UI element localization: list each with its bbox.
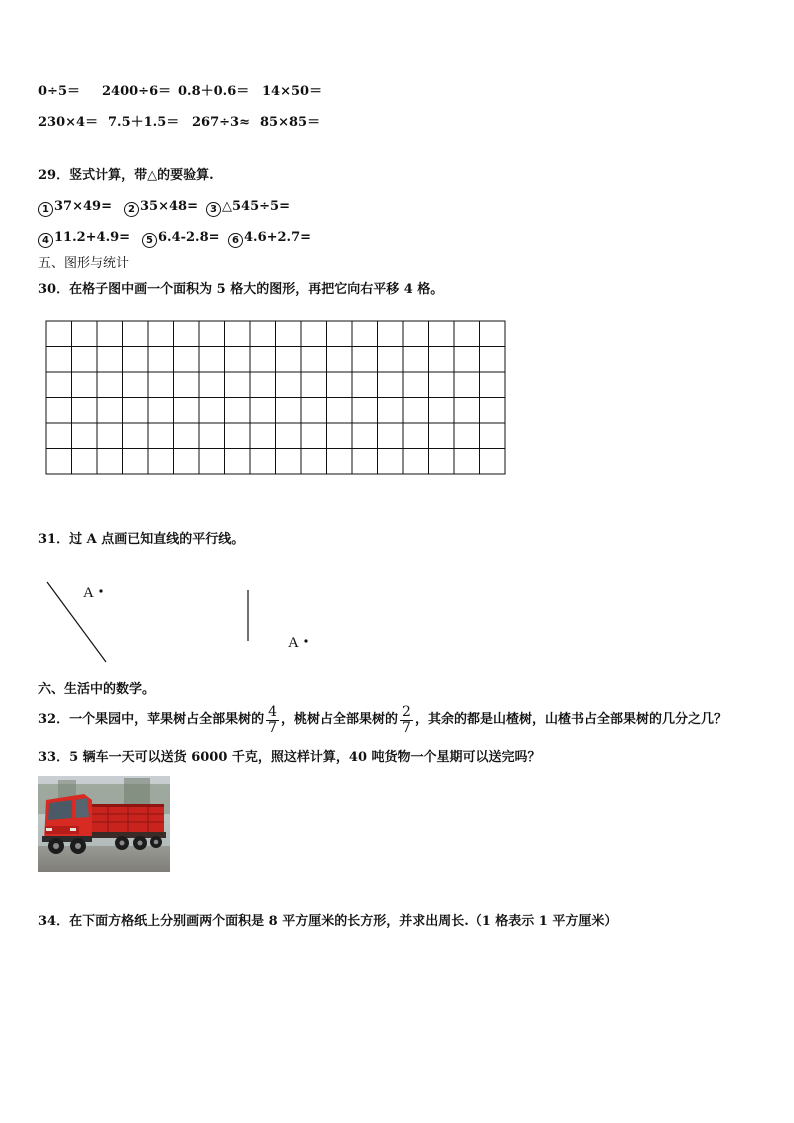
grid-cell[interactable] [46,423,72,449]
point-a-dot-right [304,639,307,642]
grid-cell[interactable] [327,398,353,424]
grid-cell[interactable] [199,372,225,398]
grid-cell[interactable] [199,347,225,373]
grid-cell[interactable] [429,449,455,475]
grid-cell[interactable] [123,321,149,347]
q29-expr: △545÷5= [222,199,290,214]
grid-cell[interactable] [352,423,378,449]
grid-cell[interactable] [123,372,149,398]
grid-cell[interactable] [46,347,72,373]
q29-expr: 11.2+4.9= [54,230,131,245]
fraction-peach [400,705,413,736]
grid-cell[interactable] [352,321,378,347]
grid-cell[interactable] [225,449,251,475]
grid-cell[interactable] [199,449,225,475]
grid-cell[interactable] [250,372,276,398]
q31-title: 31．过 A 点画已知直线的平行线。 [38,532,245,547]
grid-cell[interactable] [174,398,200,424]
grid-cell[interactable] [250,347,276,373]
grid-cell[interactable] [97,423,123,449]
grid-cell[interactable] [225,321,251,347]
grid-cell[interactable] [352,398,378,424]
point-a-label-right: A [288,635,299,651]
grid-cell[interactable] [174,423,200,449]
grid-cell[interactable] [454,449,480,475]
circled-number: 5 [142,233,157,248]
grid-cell[interactable] [403,347,429,373]
grid-cell[interactable] [454,372,480,398]
oral-calc-item: 14×50＝ [262,84,323,99]
grid-cell[interactable] [454,347,480,373]
grid-cell[interactable] [480,347,506,373]
grid-cell[interactable] [72,423,98,449]
fraction-numerator: 4 [268,703,278,720]
grid-cell[interactable] [454,423,480,449]
grid-cell[interactable] [174,449,200,475]
fraction-numerator: 2 [402,703,411,720]
grid-cell[interactable] [97,321,123,347]
grid-cell[interactable] [429,372,455,398]
grid-cell[interactable] [480,423,506,449]
q32-part-3: ，其余的都是山楂树，山楂书占全部果树的几分之几？ [414,712,727,727]
parallel-line-figure[interactable] [40,575,340,670]
grid-cell[interactable] [480,398,506,424]
grid-cell[interactable] [327,372,353,398]
q29-item [38,199,112,217]
square-grid[interactable] [45,320,507,476]
grid-cell[interactable] [276,398,302,424]
grid-cell[interactable] [378,321,404,347]
grid-cell[interactable] [97,372,123,398]
grid-cell[interactable] [429,423,455,449]
grid-cell[interactable] [403,372,429,398]
fraction-denominator: 7 [402,719,411,736]
grid-cell[interactable] [46,321,72,347]
grid-cell[interactable] [276,449,302,475]
grid-cell[interactable] [301,449,327,475]
grid-cell[interactable] [301,423,327,449]
circled-number: 1 [38,202,53,217]
q29-expr: 37×49= [54,199,112,214]
grid-cell[interactable] [250,423,276,449]
q32-part-2: ，桃树占全部果树的 [281,712,399,727]
grid-cell[interactable] [403,398,429,424]
grid-cell[interactable] [97,449,123,475]
q33-title: 33．5 辆车一天可以送货 6000 千克，照这样计算，40 吨货物一个星期可以送完吗？ [38,750,541,765]
grid-cell[interactable] [148,423,174,449]
oral-calc-item: 230×4＝ [38,115,99,130]
grid-cell[interactable] [327,321,353,347]
grid-cell[interactable] [403,449,429,475]
grid-cell[interactable] [199,423,225,449]
q29-expr: 35×48= [140,199,198,214]
grid-cell[interactable] [72,321,98,347]
q32-part-1: 32．一个果园中，苹果树占全部果树的 [38,712,265,727]
circled-number: 6 [228,233,243,248]
grid-cell[interactable] [378,372,404,398]
grid-cell[interactable] [148,347,174,373]
fraction-denominator: 7 [268,719,278,736]
grid-cell[interactable] [225,423,251,449]
oral-calc-item: 7.5＋1.5＝ [108,115,180,130]
circled-number: 4 [38,233,53,248]
grid-cell[interactable] [97,347,123,373]
grid-cell[interactable] [327,423,353,449]
grid-cell[interactable] [276,423,302,449]
grid-cell[interactable] [480,321,506,347]
fraction-apple [266,705,279,736]
grid-cell[interactable] [199,398,225,424]
section-6-title: 六、生活中的数学。 [38,682,156,697]
grid-cell[interactable] [327,347,353,373]
grid-cell[interactable] [429,398,455,424]
point-a-label-left: A [83,585,94,601]
grid-cell[interactable] [250,321,276,347]
grid-cell[interactable] [148,372,174,398]
grid-cell[interactable] [301,321,327,347]
oral-calc-item: 0.8＋0.6＝ [178,84,250,99]
grid-cell[interactable] [123,398,149,424]
point-a-dot-left [99,589,102,592]
grid-cell[interactable] [174,347,200,373]
grid-cell[interactable] [148,321,174,347]
grid-cell[interactable] [301,347,327,373]
grid-cell[interactable] [123,423,149,449]
grid-cell[interactable] [429,321,455,347]
grid-cell[interactable] [174,321,200,347]
grid-cell[interactable] [403,321,429,347]
grid-cell[interactable] [352,372,378,398]
grid-cell[interactable] [301,372,327,398]
grid-cell[interactable] [225,398,251,424]
grid-cell[interactable] [429,347,455,373]
grid-cell[interactable] [123,449,149,475]
grid-cell[interactable] [276,347,302,373]
circled-number: 2 [124,202,139,217]
grid-cell[interactable] [148,398,174,424]
grid-cell[interactable] [72,449,98,475]
grid-cell[interactable] [352,449,378,475]
grid-cell[interactable] [199,321,225,347]
grid-cell[interactable] [403,423,429,449]
grid-cell[interactable] [46,372,72,398]
grid-cell[interactable] [123,347,149,373]
grid-cell[interactable] [72,398,98,424]
q34-title: 34．在下面方格纸上分别画两个面积是 8 平方厘米的长方形，并求出周长.（1 格表示 1 平方厘米） [38,914,618,929]
slanted-line [47,582,106,662]
grid-cell[interactable] [72,372,98,398]
oral-calc-item: 2400÷6＝ [102,84,172,99]
grid-cell[interactable] [46,449,72,475]
circled-number: 3 [206,202,221,217]
q29-item [142,230,220,248]
grid-cell[interactable] [378,449,404,475]
q32-text [38,702,727,738]
grid-cell[interactable] [97,398,123,424]
grid-cell[interactable] [352,347,378,373]
q29-item [228,230,311,248]
q29-item [124,199,198,217]
grid-cell[interactable] [148,449,174,475]
grid-cell[interactable] [301,398,327,424]
grid-cell[interactable] [225,372,251,398]
grid-cell[interactable] [250,449,276,475]
red-cargo-truck-photo [38,776,170,872]
grid-cell[interactable] [454,398,480,424]
grid-cell[interactable] [378,347,404,373]
oral-calc-item: 267÷3≈ [192,115,250,130]
grid-cell[interactable] [327,449,353,475]
oral-calc-item: 85×85＝ [260,115,321,130]
grid-cell[interactable] [378,398,404,424]
grid-cell[interactable] [378,423,404,449]
grid-cell[interactable] [174,372,200,398]
section-5-title: 五、图形与统计 [38,256,130,271]
grid-cell[interactable] [454,321,480,347]
grid-cell[interactable] [250,398,276,424]
grid-cell[interactable] [72,347,98,373]
grid-cell[interactable] [480,449,506,475]
q29-expr: 6.4-2.8= [158,230,220,245]
q29-title: 29．竖式计算，带△的要验算. [38,168,214,183]
q29-item [206,199,290,217]
q29-expr: 4.6+2.7= [244,230,312,245]
oral-calc-item: 0÷5＝ [38,84,80,99]
q29-item [38,230,130,248]
grid-cell[interactable] [276,372,302,398]
grid-cell[interactable] [276,321,302,347]
grid-cell[interactable] [480,372,506,398]
grid-cell[interactable] [225,347,251,373]
grid-cell[interactable] [46,398,72,424]
q30-title: 30．在格子图中画一个面积为 5 格大的图形，再把它向右平移 4 格。 [38,282,444,297]
